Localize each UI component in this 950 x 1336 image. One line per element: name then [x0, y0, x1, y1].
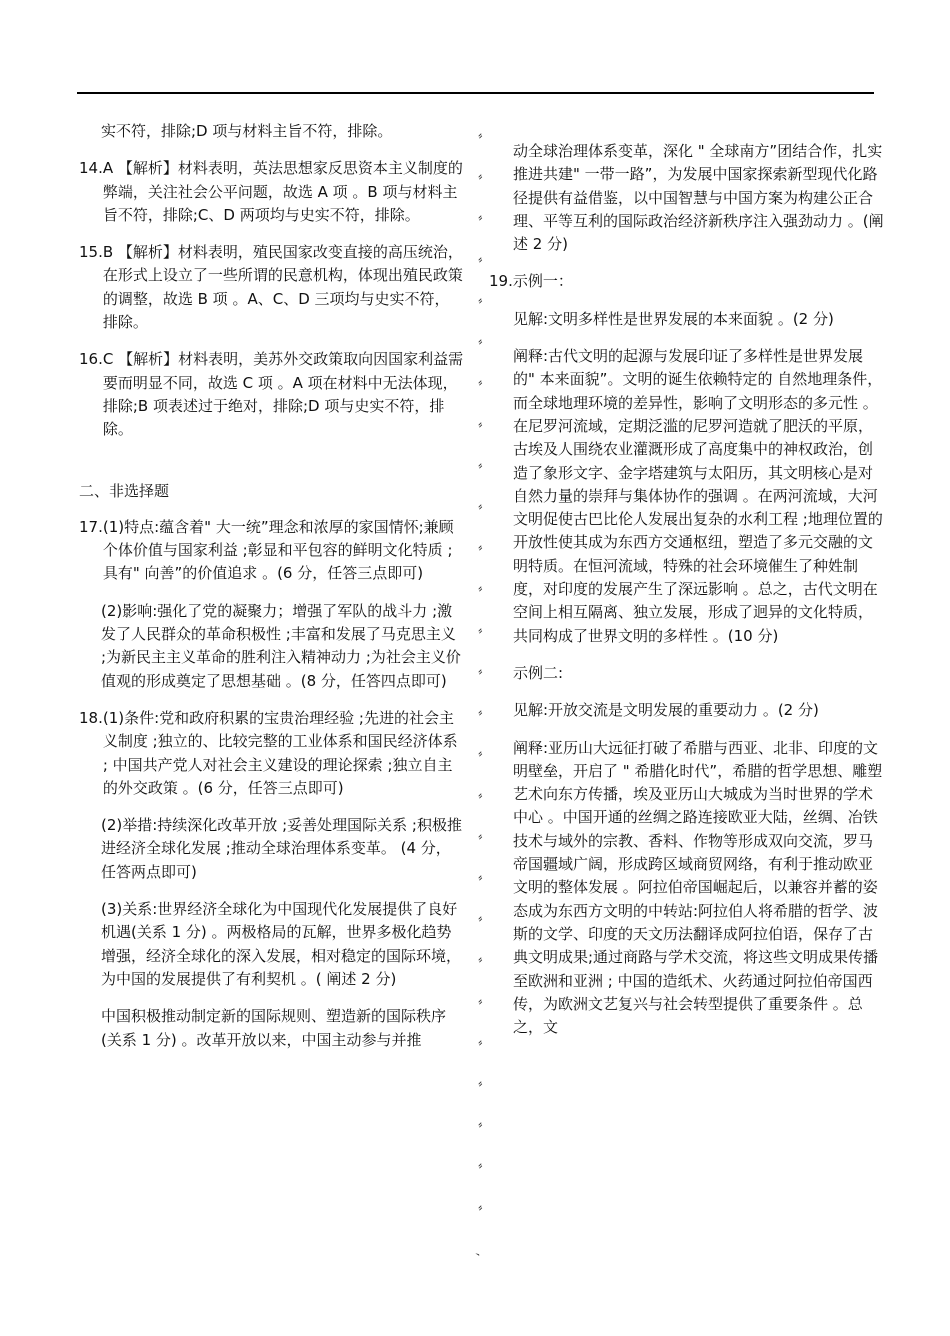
gutter-mark: ⸗ [475, 1158, 485, 1173]
answer-14 [79, 157, 464, 227]
answer-text: (1)条件:党和政府积累的宝贵治理经验 ;先进的社会主义制度 ;独立的、比较完整的工业体系和国民经济体系 ; 中国共产党人对社会主义建设的理论探索 ;独立自主的外交政策 。(6 分，任答三点即可) [102, 708, 458, 797]
gutter-mark: ⸗ [475, 746, 485, 761]
gutter-mark: ⸗ [475, 869, 485, 885]
answer-text: C 【解析】材料表明，美苏外交政策取向因国家利益需要而明显不同，故选 C 项 。A 项在材料中无法体现，排除;B 项表述过于绝对，排除;D 项与史实不符，排除。 [102, 350, 464, 439]
binding-line [472, 127, 489, 1259]
answer-text: A 【解析】材料表明，英法思想家反思资本主义制度的弊端，关注社会公平问题，故选 A 项 。B 项与材料主旨不符，排除;C、D 两项均与史实不符，排除。 [102, 159, 463, 224]
gutter-mark: ⸗ [475, 498, 485, 514]
gutter-mark: ⸗ [475, 127, 485, 143]
gutter-mark: ⸗ [475, 910, 485, 926]
header-rule [77, 92, 874, 94]
answer-number: 16. [79, 350, 103, 369]
answer-18-continuation: 动全球治理体系变革，深化 " 全球南方”团结合作，扎实推进共建" 一带一路”，为发展中国家探索新型现代化路径提供有益借鉴，以中国智慧与中国方案为构建公正合理、平等互利的国际政治经济新秩序注入强劲动力 。(阐述 2 分) [513, 142, 884, 254]
gutter-mark: ⸗ [475, 663, 485, 679]
gutter-mark: ⸗ [475, 168, 485, 184]
gutter-mark: ⸗ [475, 993, 485, 1008]
gutter-mark: ⸗ [475, 333, 485, 349]
gutter-mark: ⸗ [475, 828, 485, 843]
gutter-mark: ⸗ [475, 539, 485, 555]
gutter-mark: ⸗ [475, 704, 485, 720]
gutter-mark: ⸗ [475, 1034, 485, 1050]
answer-number: 18. [79, 708, 103, 727]
answer-number: 15. [79, 243, 103, 262]
gutter-mark: ⸗ [475, 457, 485, 473]
answer-15 [79, 241, 464, 334]
q13-continuation: 实不符，排除;D 项与材料主旨不符，排除。 [101, 122, 393, 140]
example-1-label: 示例一： [512, 272, 573, 291]
right-column [491, 140, 884, 1053]
answer-17 [79, 516, 464, 586]
answer-19 [489, 270, 884, 293]
answer-16 [79, 348, 464, 441]
answer-18-part-3-cont: 中国积极推动制定新的国际规则、塑造新的国际秩序(关系 1 分) 。改革开放以来，中国主动参与并推 [101, 1007, 447, 1049]
gutter-mark: ⸗ [475, 1199, 485, 1214]
answer-number: 17. [79, 517, 103, 536]
section-title: 二、非选择题 [79, 481, 170, 500]
answer-number: 14. [79, 159, 103, 178]
gutter-mark: ⸗ [475, 375, 485, 390]
example-2-view: 见解:开放交流是文明发展的重要动力 。(2 分) [513, 701, 819, 720]
answer-18 [79, 707, 464, 800]
gutter-mark: ⸗ [475, 787, 485, 802]
answer-text: (1)特点:蕴含着" 大一统”理念和浓厚的家国情怀;兼顾个体价值与国家利益 ;彰显和平包容的鲜明文化特质 ;具有" 向善”的价值追求 。(6 分，任答三点即可) [102, 517, 454, 583]
example-1-view: 见解:文明多样性是世界发展的本来面貌 。(2 分) [513, 309, 834, 328]
answer-text: B 【解析】材料表明，殖民国家改变直接的高压统治，在形式上设立了一些所谓的民意机构，体现出殖民政策的调整，故选 B 项 。A、C、D 三项均与史实不符，排除。 [102, 243, 463, 332]
gutter-mark: ⸗ [475, 1075, 485, 1091]
example-2-label: 示例二: [513, 663, 564, 682]
gutter-mark: ⸗ [475, 251, 485, 266]
example-2-explanation: 阐释:亚历山大远征打破了希腊与西亚、北非、印度的文明壁垒，开启了 " 希腊化时代”，希腊的哲学思想、雕塑艺术向东方传播，埃及亚历山大城成为当时世界的学术中心 。中国开通的丝绸之路连接欧亚大陆，丝绸、冶铁技术与域外的宗教、香料、作物等形成双向交流，罗马帝国疆域广阔，形成跨区域商贸网络，有利于推动欧亚文明的整体发展 。阿拉伯帝国崛起后，以兼容并蓄的姿态成为东西方文明的中转站:阿拉伯人将希腊的哲学、波斯的文学、印度的天文历法翻译成阿拉伯语，保存了古典文明成果;通过商路与学术交流，将这些文明成果传播至欧洲和亚洲 ; 中国的造纸术、火药通过阿拉伯帝国西传，为欧洲文艺复兴与社会转型提供了重要条件 。总之，文 [513, 738, 883, 1037]
gutter-mark: ⸗ [475, 1116, 485, 1132]
gutter-mark: ⸗ [475, 210, 485, 225]
answer-number: 19. [489, 272, 513, 291]
answer-17-part-2: (2)影响:强化了党的凝聚力；增强了军队的战斗力 ;激发了人民群众的革命积极性 ;丰富和发展了马克思主义 ;为新民主主义革命的胜利注入精神动力 ;为社会主义价值观的形成奠定了思想基础 。(8 分，任答四点即可) [101, 601, 461, 690]
gutter-mark: ⸗ [475, 581, 485, 596]
gutter-mark: ⸗ [475, 952, 485, 967]
example-1-explanation: 阐释:古代文明的起源与发展印证了多样性是世界发展的" 本来面貌”。文明的诞生依赖特定的 自然地理条件，而全球地理环境的差异性，影响了文明形态的多元性 。在尼罗河流域，定期泛滥的尼罗河造就了肥沃的平原，古埃及人围绕农业灌溉形成了高度集中的神权政治，创造了象形文字、金字塔建筑与太阳历，其文明核心是对自然力量的崇拜与集体协作的强调 。在两河流域，大河文明促使古巴比伦人发展出复杂的水利工程 ;地理位置的开放性使其成为东西方交通枢纽，塑造了多元交融的文明特质。在恒河流域，特殊的社会环境催生了种姓制度，对印度的发展产生了深远影响 。总之，古代文明在空间上相互隔离、独立发展，形成了迥异的文化特质，共同构成了世界文明的多样性 。(10 分) [513, 347, 883, 645]
gutter-mark: 、 [472, 1241, 489, 1259]
gutter-mark: ⸗ [475, 292, 485, 308]
answer-18-part-2: (2)举措:持续深化改革开放 ;妥善处理国际关系 ;积极推进经济全球化发展 ;推动全球治理体系变革。 (4 分，任答两点即可) [101, 816, 462, 881]
gutter-mark: ⸗ [475, 416, 485, 431]
answer-18-part-3: (3)关系:世界经济全球化为中国现代化发展提供了良好机遇(关系 1 分) 。两极格局的瓦解，世界多极化趋势增强，经济全球化的深入发展，相对稳定的国际环境，为中国的发展提供了有利契机 。( 阐述 2 分) [101, 900, 462, 988]
gutter-mark: ⸗ [475, 622, 485, 637]
left-column [79, 120, 464, 1066]
